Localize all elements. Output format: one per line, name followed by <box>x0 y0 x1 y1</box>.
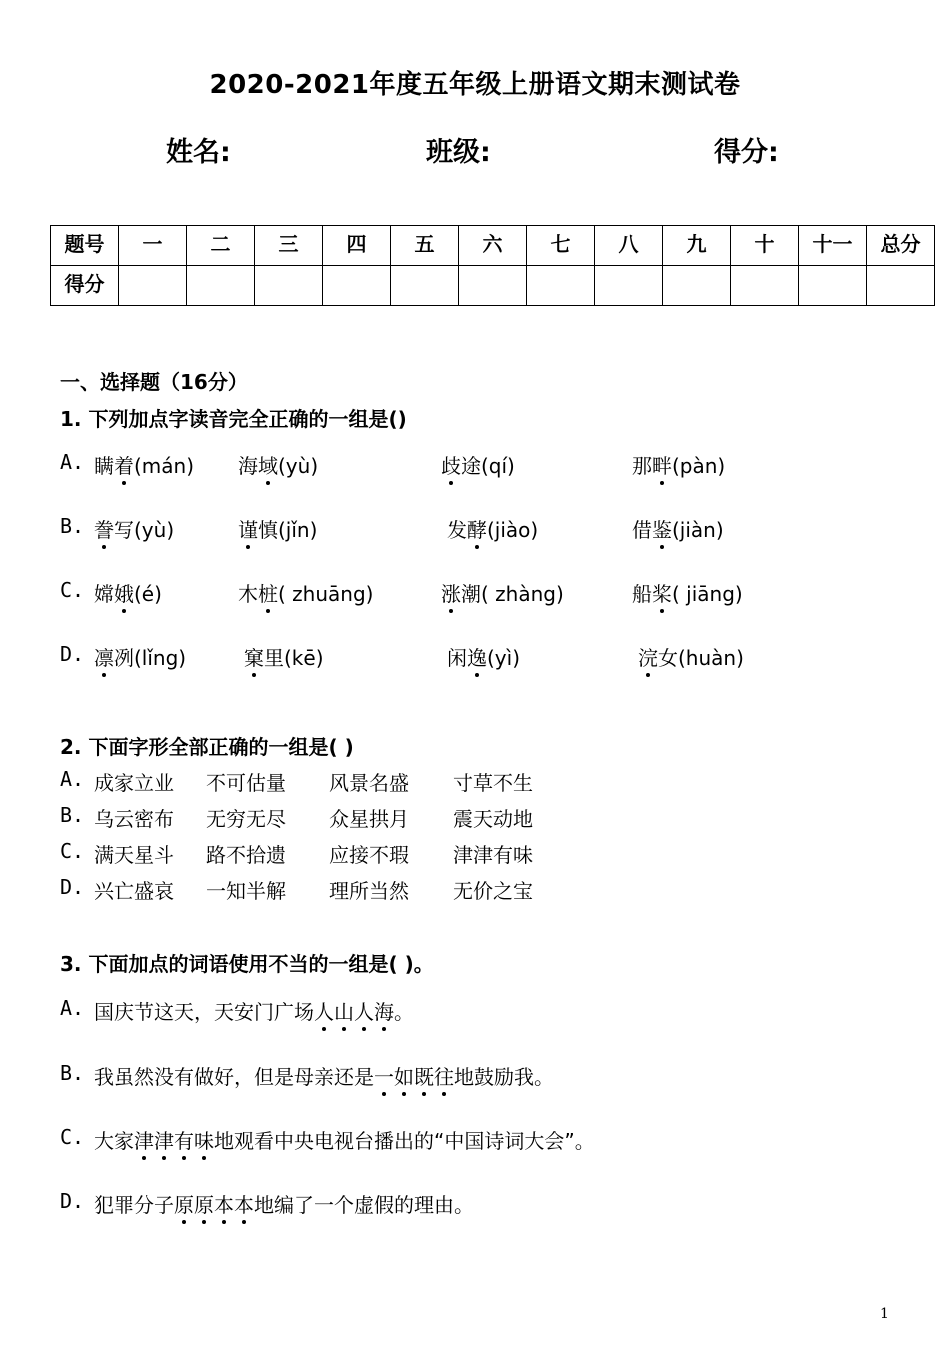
score-table-header-cell: 二 <box>187 226 255 266</box>
dotted-character: 海 <box>374 996 394 1025</box>
option-letter: C. <box>60 839 85 863</box>
dotted-character: 味 <box>194 1125 214 1154</box>
sentence-end: 地编了一个虚假的理由。 <box>254 1193 474 1217</box>
option-word: 一知半解 <box>206 879 286 903</box>
option-item <box>632 578 743 607</box>
dotted-phrase <box>314 1000 394 1024</box>
option-letter: B. <box>60 803 85 827</box>
option-pinyin: (yù) <box>278 454 319 478</box>
score-table-header-cell: 四 <box>323 226 391 266</box>
option-sentence <box>94 1189 474 1218</box>
dotted-character: 原 <box>174 1189 194 1218</box>
option-pinyin: (jiàn) <box>672 518 724 542</box>
option-word: 众星拱月 <box>329 807 409 831</box>
option-word: 成家立业 <box>94 771 174 795</box>
score-table-cell <box>459 266 527 306</box>
option-item <box>238 578 373 607</box>
option-word: 兴亡盛哀 <box>94 879 174 903</box>
dotted-character: 歧 <box>441 450 461 479</box>
score-table-cell <box>527 266 595 306</box>
score-table-header-row <box>51 226 935 266</box>
dotted-character: 如 <box>394 1061 414 1090</box>
dotted-character: 有 <box>174 1125 194 1154</box>
option-text: 借 <box>632 518 652 542</box>
dotted-character: 窠 <box>244 642 264 671</box>
sentence-start: 犯罪分子 <box>94 1193 174 1217</box>
dotted-character: 津 <box>134 1125 154 1154</box>
option-pinyin: ( jiāng) <box>672 582 743 606</box>
option-letter: A. <box>60 767 85 791</box>
option-word: 津津有味 <box>453 843 533 867</box>
dotted-character: 本 <box>214 1189 234 1218</box>
score-table-row-label: 得分 <box>51 266 119 306</box>
dotted-character: 人 <box>314 996 334 1025</box>
option-letter: B. <box>60 514 85 538</box>
option-word: 无穷无尽 <box>206 807 286 831</box>
option-text: 瞒 <box>94 454 114 478</box>
option-word: 满天星斗 <box>94 843 174 867</box>
sentence-start: 我虽然没有做好，但是母亲还是 <box>94 1065 374 1089</box>
option-word: 震天动地 <box>453 807 533 831</box>
option-item <box>94 578 162 607</box>
option-word: 不可估量 <box>206 771 286 795</box>
score-table-cell <box>663 266 731 306</box>
sentence-end: 。 <box>394 1000 414 1024</box>
dotted-character: 往 <box>434 1061 454 1090</box>
question-2-stem: 2. 下面字形全部正确的一组是( ) <box>60 735 354 759</box>
option-text: 嫦 <box>94 582 114 606</box>
option-item <box>238 450 318 479</box>
dotted-character: 原 <box>194 1189 214 1218</box>
dotted-character: 娥 <box>114 578 134 607</box>
question-1-stem: 1. 下列加点字读音完全正确的一组是() <box>60 407 407 431</box>
score-table-header-cell: 七 <box>527 226 595 266</box>
dotted-character: 鉴 <box>652 514 672 543</box>
dotted-character: 山 <box>334 996 354 1025</box>
option-letter: D. <box>60 1189 85 1213</box>
option-pinyin: 潮( zhàng) <box>461 582 564 606</box>
option-text: 发 <box>447 518 467 542</box>
option-pinyin: (yì) <box>487 646 520 670</box>
sentence-start: 大家 <box>94 1129 134 1153</box>
option-word: 乌云密布 <box>94 807 174 831</box>
score-table-cell <box>595 266 663 306</box>
option-pinyin: 里(kē) <box>264 646 324 670</box>
score-table-header-cell: 六 <box>459 226 527 266</box>
score-table <box>50 225 935 306</box>
option-letter: C. <box>60 1125 85 1149</box>
option-sentence <box>94 1125 595 1154</box>
option-letter: B. <box>60 1061 85 1085</box>
sentence-start: 国庆节这天，天安门广场 <box>94 1000 314 1024</box>
option-item <box>94 450 194 479</box>
option-item <box>94 514 174 543</box>
option-pinyin: 女(huàn) <box>658 646 744 670</box>
score-table-cell <box>799 266 867 306</box>
score-table-header-cell: 题号 <box>51 226 119 266</box>
dotted-character: 一 <box>374 1061 394 1090</box>
dotted-character: 涨 <box>441 578 461 607</box>
dotted-character: 人 <box>354 996 374 1025</box>
option-item <box>238 514 317 543</box>
option-item <box>244 642 324 671</box>
dotted-character: 凛 <box>94 642 114 671</box>
dotted-phrase <box>374 1065 454 1089</box>
option-sentence <box>94 1061 554 1090</box>
option-item <box>441 450 515 479</box>
dotted-character: 既 <box>414 1061 434 1090</box>
score-table-header-cell: 八 <box>595 226 663 266</box>
score-table-header-cell: 九 <box>663 226 731 266</box>
option-letter: C. <box>60 578 85 602</box>
score-table-cell <box>323 266 391 306</box>
sentence-end: 地观看中央电视台播出的“中国诗词大会”。 <box>214 1129 595 1153</box>
option-pinyin: ( zhuāng) <box>278 582 374 606</box>
dotted-character: 畔 <box>652 450 672 479</box>
option-pinyin: 慎(jǐn) <box>258 518 318 542</box>
option-word: 寸草不生 <box>453 771 533 795</box>
score-table-score-row <box>51 266 935 306</box>
score-table-header-cell: 总分 <box>867 226 935 266</box>
option-item <box>441 578 564 607</box>
option-word: 应接不瑕 <box>329 843 409 867</box>
score-table-header-cell: 一 <box>119 226 187 266</box>
option-text: 海 <box>238 454 258 478</box>
option-pinyin: (jiào) <box>487 518 539 542</box>
option-pinyin: (é) <box>134 582 162 606</box>
option-pinyin: (pàn) <box>672 454 726 478</box>
score-table-cell <box>867 266 935 306</box>
score-table-cell <box>255 266 323 306</box>
option-item <box>447 642 520 671</box>
sentence-end: 地鼓励我。 <box>454 1065 554 1089</box>
dotted-character: 誊 <box>94 514 114 543</box>
dotted-phrase <box>134 1129 214 1153</box>
option-item <box>632 514 724 543</box>
option-pinyin: 写(yù) <box>114 518 175 542</box>
option-item <box>632 450 725 479</box>
name-field-label: 姓名: <box>166 137 231 168</box>
option-text: 那 <box>632 454 652 478</box>
score-table-header-cell: 五 <box>391 226 459 266</box>
option-text: 闲 <box>447 646 467 670</box>
option-text: 船 <box>632 582 652 606</box>
dotted-character: 谨 <box>238 514 258 543</box>
class-field-label: 班级: <box>426 137 491 168</box>
score-table-cell <box>731 266 799 306</box>
page-number: 1 <box>880 1306 889 1322</box>
option-letter: A. <box>60 996 85 1020</box>
dotted-character: 本 <box>234 1189 254 1218</box>
option-word: 无价之宝 <box>453 879 533 903</box>
score-field-label: 得分: <box>714 137 779 168</box>
option-letter: A. <box>60 450 85 474</box>
score-table-cell <box>187 266 255 306</box>
option-item <box>94 642 186 671</box>
option-pinyin: 途(qí) <box>461 454 515 478</box>
score-table-cell <box>119 266 187 306</box>
dotted-character: 桩 <box>258 578 278 607</box>
dotted-character: 津 <box>154 1125 174 1154</box>
option-word: 理所当然 <box>329 879 409 903</box>
question-3-stem: 3. 下面加点的词语使用不当的一组是( )。 <box>60 952 434 976</box>
score-table-header-cell: 三 <box>255 226 323 266</box>
dotted-phrase <box>174 1193 254 1217</box>
page-title: 2020-2021年度五年级上册语文期末测试卷 <box>209 70 741 100</box>
dotted-character: 浣 <box>638 642 658 671</box>
dotted-character: 酵 <box>467 514 487 543</box>
dotted-character: 桨 <box>652 578 672 607</box>
dotted-character: 域 <box>258 450 278 479</box>
score-table-cell <box>391 266 459 306</box>
dotted-character: 逸 <box>467 642 487 671</box>
option-word: 风景名盛 <box>329 771 409 795</box>
option-sentence <box>94 996 414 1025</box>
option-item <box>447 514 538 543</box>
option-letter: D. <box>60 642 85 666</box>
dotted-character: 着 <box>114 450 134 479</box>
score-table-header-cell: 十一 <box>799 226 867 266</box>
option-word: 路不拾遗 <box>206 843 286 867</box>
option-letter: D. <box>60 875 85 899</box>
section-heading: 一、选择题（16分） <box>60 370 248 394</box>
option-pinyin: (mán) <box>134 454 195 478</box>
score-table-header-cell: 十 <box>731 226 799 266</box>
option-text: 木 <box>238 582 258 606</box>
option-pinyin: 冽(lǐng) <box>114 646 187 670</box>
option-item <box>638 642 744 671</box>
